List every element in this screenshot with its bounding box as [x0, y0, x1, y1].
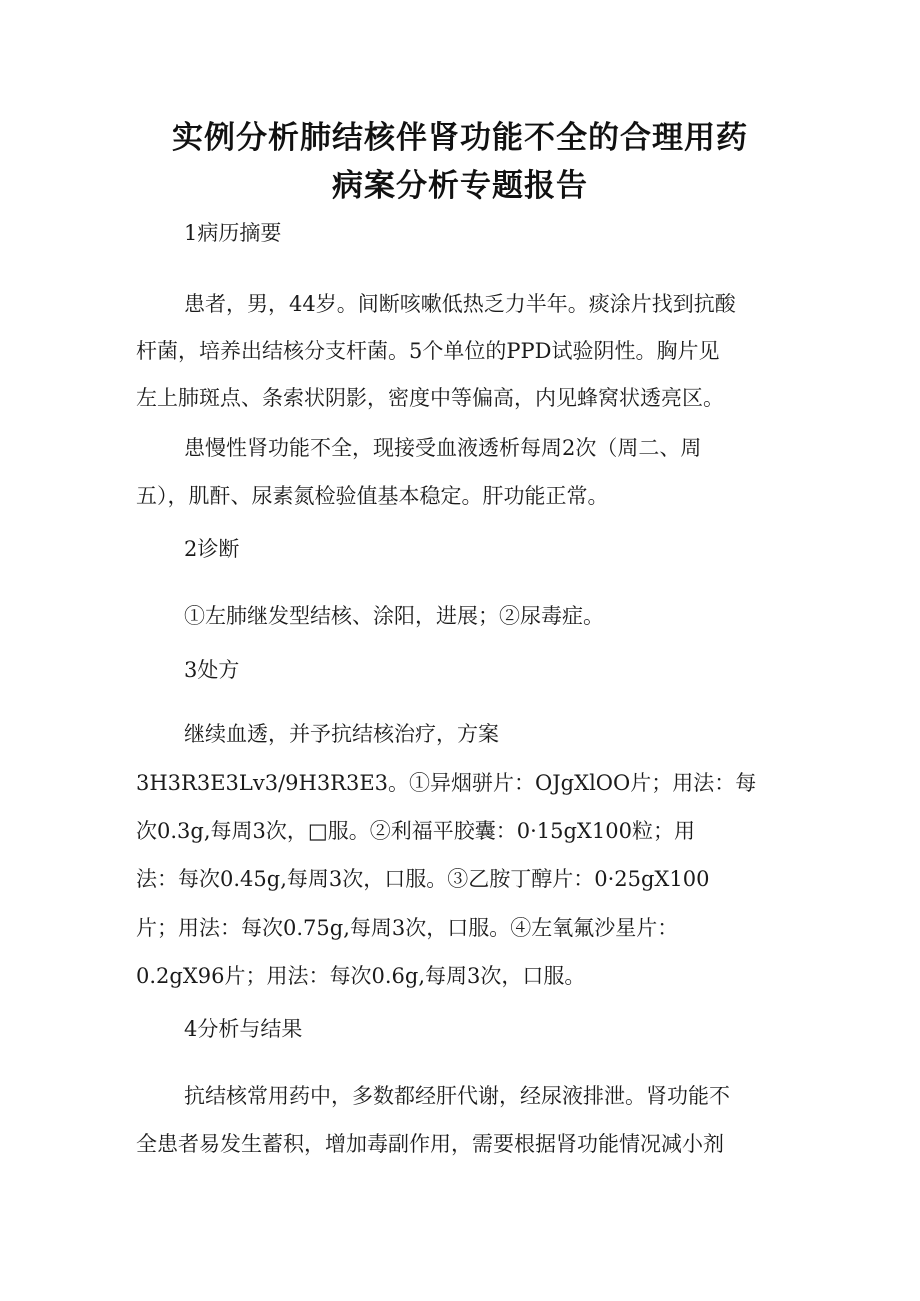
section-4-paragraph-line-2: 全患者易发生蓄积，增加毒副作用，需要根据肾功能情况减小剂	[136, 1132, 724, 1156]
section-3-paragraph-line-5: 片；用法：每次0.75g,每周3次，口服。④左氧氟沙星片：	[136, 916, 679, 940]
section-1-paragraph-1-line-2: 杆菌，培养出结核分支杆菌。5个单位的PPD试验阴性。胸片见	[136, 339, 720, 363]
section-3-paragraph-line-3: 次0.3g,每周3次，□服。②利福平胶囊：0·15gX100粒；用	[136, 819, 695, 843]
section-1-paragraph-2-line-1: 患慢性肾功能不全，现接受血液透析每周2次（周二、周	[184, 436, 702, 460]
section-2-paragraph: ①左肺继发型结核、涂阳，进展；②尿毒症。	[184, 604, 604, 628]
document-title-line-1: 实例分析肺结核伴肾功能不全的合理用药	[172, 120, 748, 156]
section-3-paragraph-line-2: 3H3R3E3Lv3/9H3R3E3。①异烟骈片：OJgXlOO片；用法：每	[136, 771, 757, 795]
section-3-heading: 3处方	[184, 658, 240, 682]
section-1-paragraph-1-line-1: 患者，男，44岁。间断咳嗽低热乏力半年。痰涂片找到抗酸	[184, 292, 736, 316]
section-1-paragraph-1-line-3: 左上肺斑点、条索状阴影，密度中等偏高，内见蜂窝状透亮区。	[136, 386, 724, 410]
section-4-heading: 4分析与结果	[184, 1017, 303, 1041]
document-title-line-2: 病案分析专题报告	[332, 168, 588, 204]
section-2-heading: 2诊断	[184, 537, 240, 561]
section-1-heading: 1病历摘要	[184, 221, 282, 245]
section-3-paragraph-line-1: 继续血透，并予抗结核治疗，方案	[184, 722, 499, 746]
section-3-paragraph-line-4: 法：每次0.45g,每周3次，口服。③乙胺丁醇片：0·25gX100	[136, 867, 710, 891]
section-3-paragraph-line-6: 0.2gX96片；用法：每次0.6g,每周3次，口服。	[136, 964, 586, 988]
section-4-paragraph-line-1: 抗结核常用药中，多数都经肝代谢，经尿液排泄。肾功能不	[184, 1084, 730, 1108]
section-1-paragraph-2-line-2: 五），肌酐、尿素氮检验值基本稳定。肝功能正常。	[136, 484, 609, 508]
